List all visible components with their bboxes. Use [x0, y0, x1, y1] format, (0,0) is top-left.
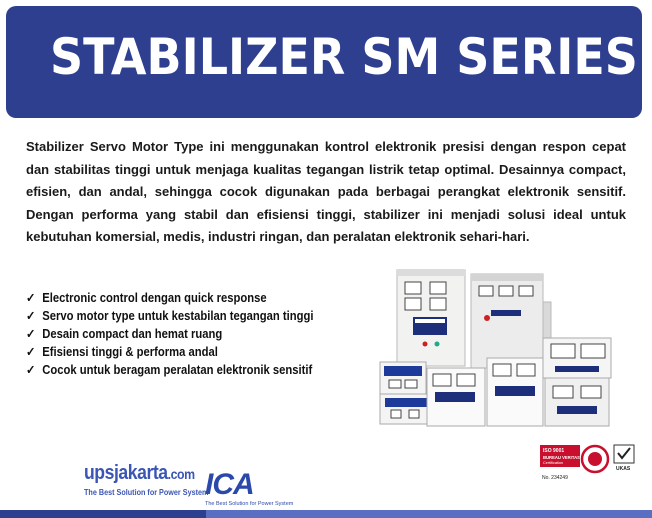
cert-iso-text: ISO 9001 — [543, 448, 565, 454]
feature-item — [26, 289, 313, 307]
ica-logo-text: ICA — [205, 468, 254, 501]
feature-text: Cocok untuk beragam peralatan elektronik sensitif — [42, 363, 313, 377]
check-icon: ✓ — [26, 327, 36, 341]
check-icon: ✓ — [26, 291, 36, 305]
check-icon: ✓ — [26, 345, 36, 359]
product-description: Stabilizer Servo Motor Type ini menggunakan kontrol elektronik presisi dengan respon cepat dan stabilitas tinggi untuk menjaga kualitas tegangan listrik tetap optimal. Desainnya compact, efisien, dan andal, sehingga cocok digunakan pada berbagai perangkat elektronik sensitif. Dengan performa yang stabil dan efisiensi tinggi, stabilizer ini menjadi solusi ideal untuk kebutuhan komersial, medis, industri ringan, dan peralatan elektronik sehari-hari. — [26, 139, 626, 244]
feature-item — [26, 325, 313, 343]
feature-text: Efisiensi tinggi & performa andal — [42, 345, 218, 359]
ups-logo-text: upsjakarta — [84, 462, 168, 484]
ups-tagline: The Best Solution for Power System — [84, 487, 209, 497]
check-icon: ✓ — [26, 309, 36, 323]
feature-item — [26, 307, 313, 325]
footer-bar-accent — [206, 510, 652, 518]
header-banner — [6, 6, 642, 118]
feature-text: Electronic control dengan quick response — [42, 291, 267, 305]
upsjakarta-logo — [84, 462, 209, 510]
ups-logo-domain: .com — [167, 466, 195, 482]
check-icon: ✓ — [26, 363, 36, 377]
feature-item — [26, 361, 313, 379]
page-title: STABILIZER SM SERIES — [50, 28, 638, 86]
product-image — [375, 262, 615, 430]
footer-bar — [0, 510, 652, 518]
ica-tagline: The Best Solution for Power System — [205, 501, 294, 507]
feature-list — [26, 289, 345, 379]
feature-text: Servo motor type untuk kestabilan tegangan tinggi — [42, 309, 314, 323]
feature-text: Desain compact dan hemat ruang — [42, 327, 223, 341]
cert-bureau-text: BUREAU VERITAS — [543, 455, 580, 460]
cert-number: No. 234249 — [542, 475, 568, 481]
ica-logo — [205, 470, 315, 508]
feature-item — [26, 343, 313, 361]
certification-badges — [540, 443, 640, 483]
cert-ukas-text: UKAS — [616, 466, 631, 472]
cert-label-text: Certification — [543, 461, 564, 465]
